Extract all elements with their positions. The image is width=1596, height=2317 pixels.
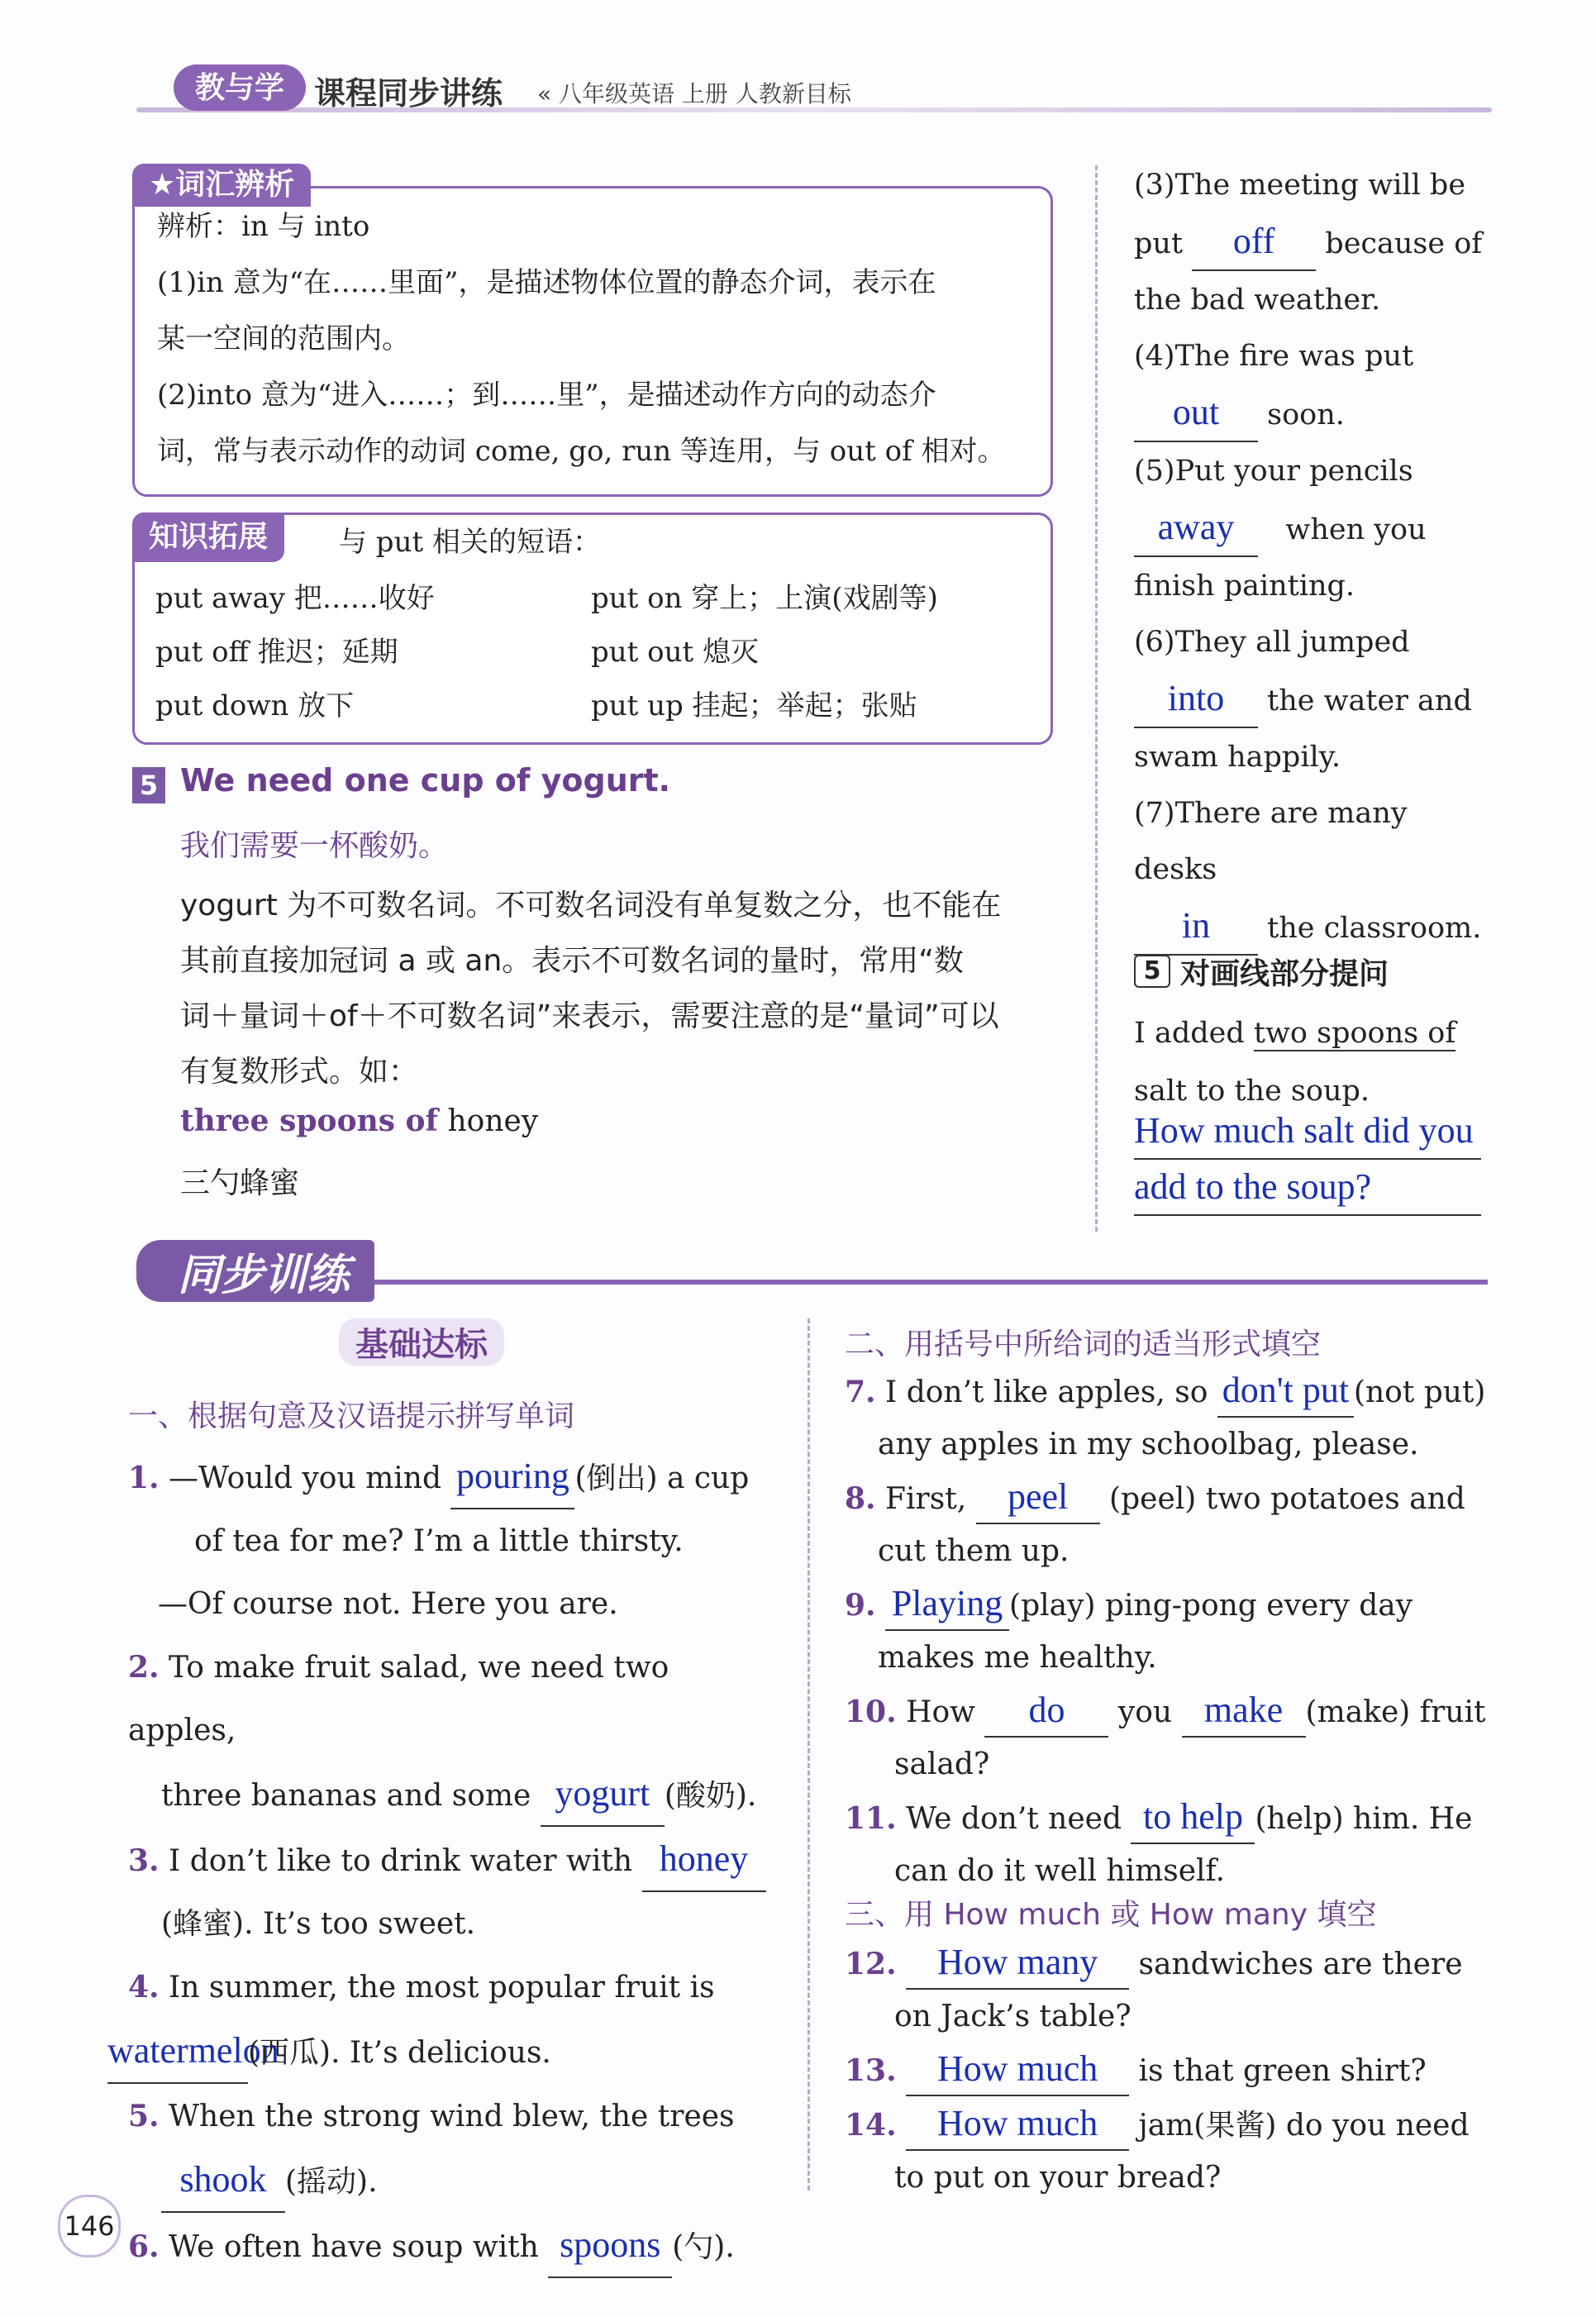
- knowledge-intro: 与 put 相关的短语：: [339, 526, 601, 559]
- page-number: 146: [58, 2195, 121, 2257]
- sync-title: 同步训练: [136, 1240, 374, 1302]
- phrase: put away 把……收好: [155, 582, 435, 615]
- answer: into: [1134, 670, 1258, 728]
- column-separator: [1095, 165, 1098, 1232]
- answer: to help: [1131, 1790, 1255, 1844]
- underlined-part: two spoons of: [1253, 1017, 1456, 1050]
- answer: Playing: [885, 1577, 1009, 1631]
- point-number: 5: [132, 767, 165, 803]
- answer: in: [1134, 898, 1258, 956]
- answer: peel: [976, 1471, 1100, 1524]
- phrase: put on 穿上；上演(戏剧等): [591, 582, 938, 615]
- vocab-line: 某一空间的范围内。: [157, 322, 410, 355]
- answer: do: [984, 1684, 1108, 1738]
- answer: make: [1182, 1684, 1306, 1738]
- header-title: 课程同步讲练: [314, 75, 503, 112]
- answer: honey: [642, 1828, 766, 1892]
- answer: off: [1192, 213, 1316, 271]
- right-questions: 7. I don’t like apples, so don't put (not put) any apples in my schoolbag, please. 8. First, peel (peel) two potatoes and cut them up. 9. Playing (play) ping-pong every day makes me healthy. 10. How do you make (make) fruit salad? 11. We don’t need to help (help) him. He can do it well himself.: [845, 1364, 1489, 1897]
- phrase: put up 挂起；举起；张贴: [591, 689, 917, 722]
- header-subtitle: « 八年级英语 上册 人教新目标: [537, 80, 851, 107]
- vocab-line: (1)in 意为“在……里面”，是描述物体位置的静态介词，表示在: [157, 266, 936, 299]
- answer: How many: [906, 1936, 1129, 1990]
- phrase: put off 推迟；延期: [155, 636, 398, 669]
- left-questions: 1. —Would you mind pouring (倒出) a cup of tea for me? I’m a little thirsty. —Of course not. Here you are. 2. To make fruit salad, we need two apples, three bananas and some yogurt (酸奶). 3. I don’t like to drink water with honey (蜂蜜). It’s too sweet. 4. In summer, the most popular fruit is watermelon(西瓜). It’s delicious. 5. When the strong wind blew, the trees shook (摇动). 6. We often have soup with spoons (勺).: [128, 1445, 773, 2279]
- answer: How much: [906, 2097, 1129, 2151]
- point-example-cn: 三勺蜂蜜: [180, 1166, 300, 1200]
- answer: pouring: [450, 1445, 574, 1509]
- sync-rule: [347, 1280, 1488, 1285]
- section-number: 5: [1134, 955, 1170, 988]
- part-heading: 二、用括号中所给词的适当形式填空: [845, 1328, 1322, 1361]
- answer: spoons: [548, 2214, 672, 2278]
- right-exercises: (3)The meeting will be put off because of the bad weather. (4)The fire was put out soon. (5)Put your pencils away when you finish painting. (6)They all jumped into the water and swam happily. (7)There are many desks in the classroom.: [1134, 157, 1489, 956]
- how-questions: 12. How many sandwiches are there on Jack’s table? 13. How much is that green shirt? 14. How much jam(果酱) do you need to put on your bread?: [845, 1936, 1489, 2204]
- section-question: I added two spoons of salt to the soup.: [1134, 1017, 1456, 1108]
- column-separator: [808, 1318, 810, 2191]
- answer: yogurt: [541, 1762, 665, 1827]
- vocab-line: 辨析：in 与 into: [157, 210, 370, 243]
- point-translation: 我们需要一杯酸奶。: [180, 829, 449, 863]
- section-title: 对画线部分提问: [1180, 957, 1389, 991]
- point-body: yogurt 为不可数名词。不可数名词没有单复数之分，也不能在 其前直接加冠词 a 或 an。表示不可数名词的量时，常用“数 词＋量词＋of＋不可数名词”来表示，需要注意的是“量词”可以 有复数形式。如：: [180, 889, 1002, 1089]
- point-title: We need one cup of yogurt.: [180, 762, 671, 799]
- answer: watermelon: [107, 2019, 248, 2084]
- point-example: three spoons of honey: [180, 1104, 539, 1138]
- vocab-tag: ★词汇辨析: [132, 164, 311, 207]
- answer: out: [1134, 384, 1258, 442]
- basic-heading: 基础达标: [339, 1318, 504, 1366]
- phrase: put out 熄灭: [591, 636, 759, 669]
- part-heading: 三、用 How much 或 How many 填空: [845, 1898, 1377, 1932]
- answer: shook: [161, 2148, 285, 2213]
- vocab-line: (2)into 意为“进入……；到……里”，是描述动作方向的动态介: [157, 379, 936, 412]
- answer: How much: [906, 2043, 1129, 2096]
- knowledge-tag: 知识拓展: [132, 513, 284, 562]
- vocab-line: 词，常与表示动作的动词 come, go, run 等连用，与 out of 相对。: [157, 435, 1006, 468]
- part-heading: 一、根据句意及汉语提示拼写单词: [128, 1399, 575, 1433]
- phrase: put down 放下: [155, 689, 355, 722]
- answer: away: [1134, 499, 1258, 557]
- book-logo: 教与学: [174, 64, 306, 111]
- answer: don't put: [1217, 1364, 1354, 1418]
- section-answer: How much salt did you add to the soup?: [1134, 1104, 1481, 1216]
